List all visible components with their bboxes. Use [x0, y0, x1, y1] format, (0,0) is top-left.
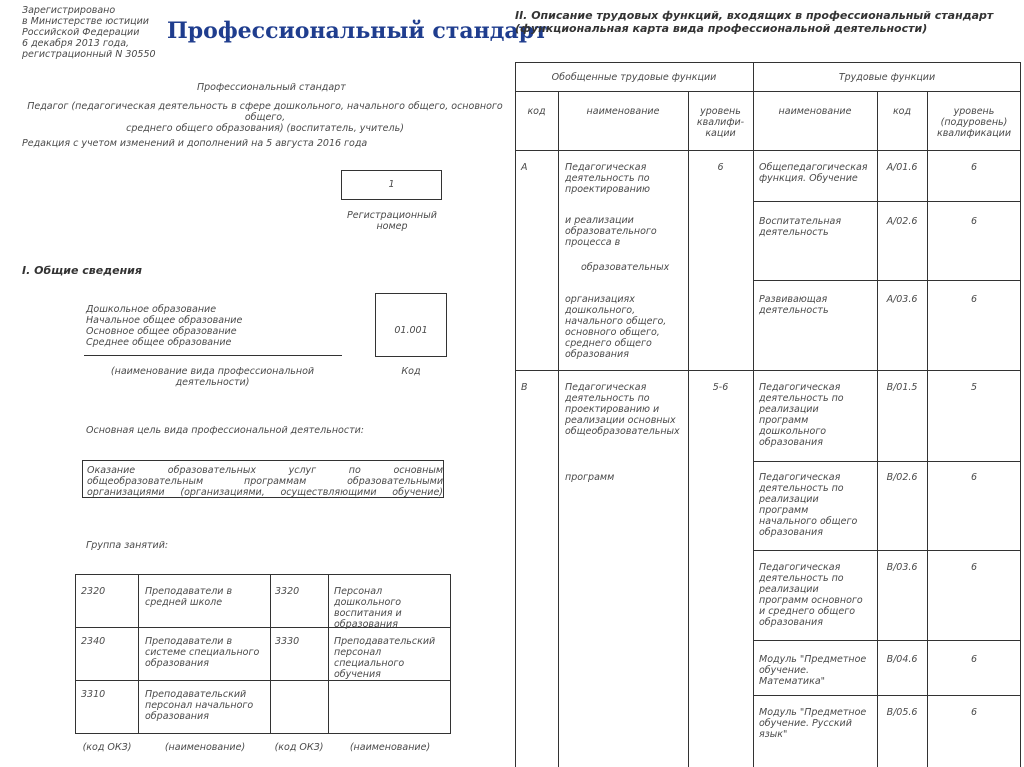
function-code: B/01.5 — [886, 382, 918, 393]
group-code: B — [521, 382, 528, 393]
group-name-part: организациях дошкольного, начального общего, основного общего, среднего общего образования — [565, 294, 667, 360]
function-name: Модуль "Предметное обучение. Русский язык" — [759, 707, 867, 740]
registration-stamp: Зарегистрировано в Министерстве юстиции Российской Федерации 6 декабря 2013 года, регистрационный N 30550 — [22, 5, 156, 60]
header-labor-functions: Трудовые функции — [838, 72, 936, 83]
occupation-name: Преподавательский персонал начального образования — [145, 689, 254, 722]
header-generalized-functions: Обобщенные трудовые функции — [551, 72, 717, 83]
occupation-name: Преподаватели в средней школе — [145, 586, 233, 608]
occupation-code: 3320 — [275, 586, 300, 597]
col-header-code: код — [527, 106, 546, 117]
main-goal-box — [82, 460, 444, 498]
edition-note: Редакция с учетом изменений и дополнений на 5 августа 2016 года — [22, 138, 368, 149]
activity-code: 01.001 — [394, 325, 428, 336]
doc-type: Профессиональный стандарт — [197, 82, 346, 93]
activity-underline — [84, 355, 342, 356]
activity-name-caption: (наименование вида профессиональной деятельности) — [110, 366, 315, 388]
occupation-name: Персонал дошкольного воспитания и образования — [334, 586, 402, 630]
function-level: 5 — [970, 382, 978, 393]
function-code: B/02.6 — [886, 472, 918, 483]
group-level: 5-6 — [712, 382, 729, 393]
main-goal-label: Основная цель вида профессиональной деятельности: — [86, 425, 364, 436]
function-level: 6 — [970, 162, 978, 173]
group-name-part: Педагогическая деятельность по проектированию и реализации основных общеобразовательных — [565, 382, 680, 437]
section1-title: I. Общие сведения — [22, 264, 142, 277]
function-name: Общепедагогическая функция. Обучение — [759, 162, 868, 184]
activity-name: Дошкольное образование Начальное общее образование Основное общее образование Среднее общее образование — [86, 304, 243, 348]
function-name: Модуль "Предметное обучение. Математика" — [759, 654, 867, 687]
function-code: A/03.6 — [886, 294, 918, 305]
occupation-code: 2320 — [81, 586, 106, 597]
function-level: 6 — [970, 216, 978, 227]
function-name: Педагогическая деятельность по реализации программ дошкольного образования — [759, 382, 844, 448]
code-caption: Код — [401, 366, 421, 377]
occupation-name: Преподавательский персонал специального обучения — [334, 636, 436, 680]
registration-number-caption: Регистрационный номер — [347, 210, 437, 232]
col-header-function-code: код — [892, 106, 912, 117]
occupation-name: Преподаватели в системе специального образования — [145, 636, 260, 669]
group-name-part: Педагогическая деятельность по проектированию — [565, 162, 650, 195]
caption-occupation-name: (наименование) — [164, 742, 246, 753]
col-header-function-name: наименование — [778, 106, 852, 117]
group-name-part: программ — [565, 472, 615, 483]
function-level: 6 — [970, 294, 978, 305]
occupation-code: 3310 — [81, 689, 106, 700]
registration-number-box — [341, 170, 442, 200]
group-name-part: образовательных — [581, 262, 670, 273]
function-code: A/01.6 — [886, 162, 918, 173]
registration-number-value: 1 — [388, 179, 395, 190]
group-code: A — [521, 162, 528, 173]
function-level: 6 — [970, 707, 978, 718]
main-goal-text: Оказание образовательных услуг по основным общеобразовательным программам образовательными организациями (организациями, осуществляющими обучение) — [87, 465, 443, 498]
occupation-code: 2340 — [81, 636, 106, 647]
function-code: A/02.6 — [886, 216, 918, 227]
function-level: 6 — [970, 472, 978, 483]
group-name-part: и реализации образовательного процесса в — [565, 215, 657, 248]
col-header-name: наименование — [586, 106, 660, 117]
occupation-group-label: Группа занятий: — [86, 540, 169, 551]
doc-name: Педагог (педагогическая деятельность в сфере дошкольного, начального общего, основного общего, среднего общего образования) (воспитатель, учитель) — [27, 101, 503, 134]
activity-code-box — [375, 293, 447, 357]
col-header-level: уровень квалифи- кации — [696, 106, 745, 139]
occupation-table — [75, 574, 451, 734]
functional-map-table — [515, 62, 1021, 767]
caption-occupation-name: (наименование) — [349, 742, 431, 753]
function-name: Развивающая деятельность — [759, 294, 829, 316]
group-level: 6 — [717, 162, 724, 173]
caption-okz-code: (код ОКЗ) — [82, 742, 132, 753]
function-name: Воспитательная деятельность — [759, 216, 842, 238]
slide-title: Профессиональный стандарт — [167, 18, 548, 44]
function-code: B/05.6 — [886, 707, 918, 718]
function-name: Педагогическая деятельность по реализации программ основного и среднего общего образования — [759, 562, 863, 628]
col-header-sublevel: уровень (подуровень) квалификации — [936, 106, 1012, 139]
function-level: 6 — [970, 562, 978, 573]
occupation-code: 3330 — [275, 636, 300, 647]
function-code: B/03.6 — [886, 562, 918, 573]
section2-title: II. Описание трудовых функций, входящих в профессиональный стандарт (функциональная карта вида профессиональной деятельности) — [515, 9, 994, 35]
function-code: B/04.6 — [886, 654, 918, 665]
caption-okz-code: (код ОКЗ) — [274, 742, 324, 753]
function-name: Педагогическая деятельность по реализации программ начального общего образования — [759, 472, 858, 538]
function-level: 6 — [970, 654, 978, 665]
